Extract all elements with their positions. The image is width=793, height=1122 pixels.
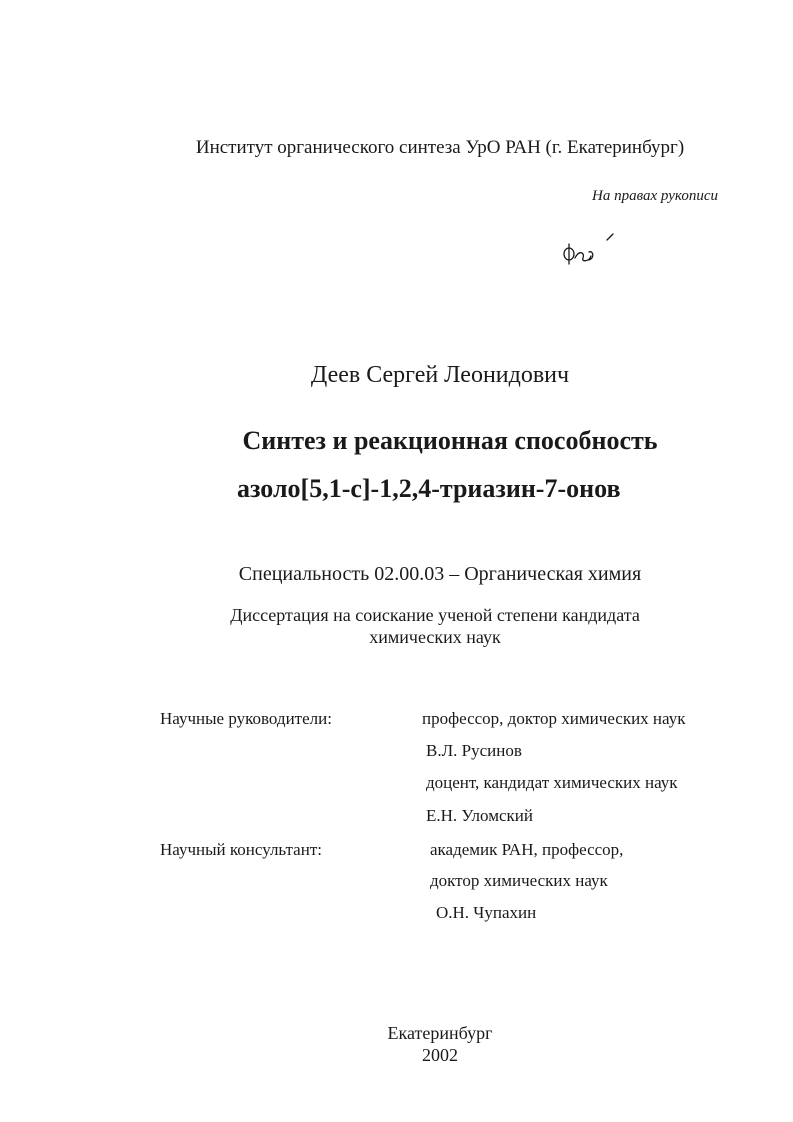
- city: Екатеринбург: [387, 1023, 493, 1043]
- degree-line-1: Диссертация на соискание ученой степени кандидата: [230, 605, 640, 625]
- rights-note: На правах рукописи: [592, 188, 718, 204]
- signature-mark: [555, 228, 625, 272]
- consultant-label: Научный консультант:: [160, 840, 322, 859]
- supervisor-1-name: В.Л. Русинов: [426, 741, 522, 760]
- supervisor-2-name: Е.Н. Уломский: [426, 806, 533, 825]
- dissertation-title-line-2: азоло[5,1-c]-1,2,4-триазин-7-онов: [237, 474, 621, 503]
- supervisor-1-title: профессор, доктор химических наук: [422, 709, 686, 728]
- consultant-title-1: академик РАН, профессор,: [430, 840, 624, 859]
- consultant-name: О.Н. Чупахин: [436, 903, 537, 922]
- institute-line: Институт органического синтеза УрО РАН (г. Екатеринбург): [195, 137, 685, 158]
- supervisor-2-title: доцент, кандидат химических наук: [426, 773, 678, 792]
- supervisors-label: Научные руководители:: [160, 709, 332, 728]
- year: 2002: [422, 1045, 458, 1065]
- author-name: Деев Сергей Леонидович: [310, 362, 570, 388]
- consultant-title-2: доктор химических наук: [430, 871, 608, 890]
- specialty-line: Специальность 02.00.03 – Органическая химия: [238, 563, 642, 585]
- dissertation-title-line-1: Синтез и реакционная способность: [242, 426, 658, 455]
- degree-line-2: химических наук: [369, 627, 501, 647]
